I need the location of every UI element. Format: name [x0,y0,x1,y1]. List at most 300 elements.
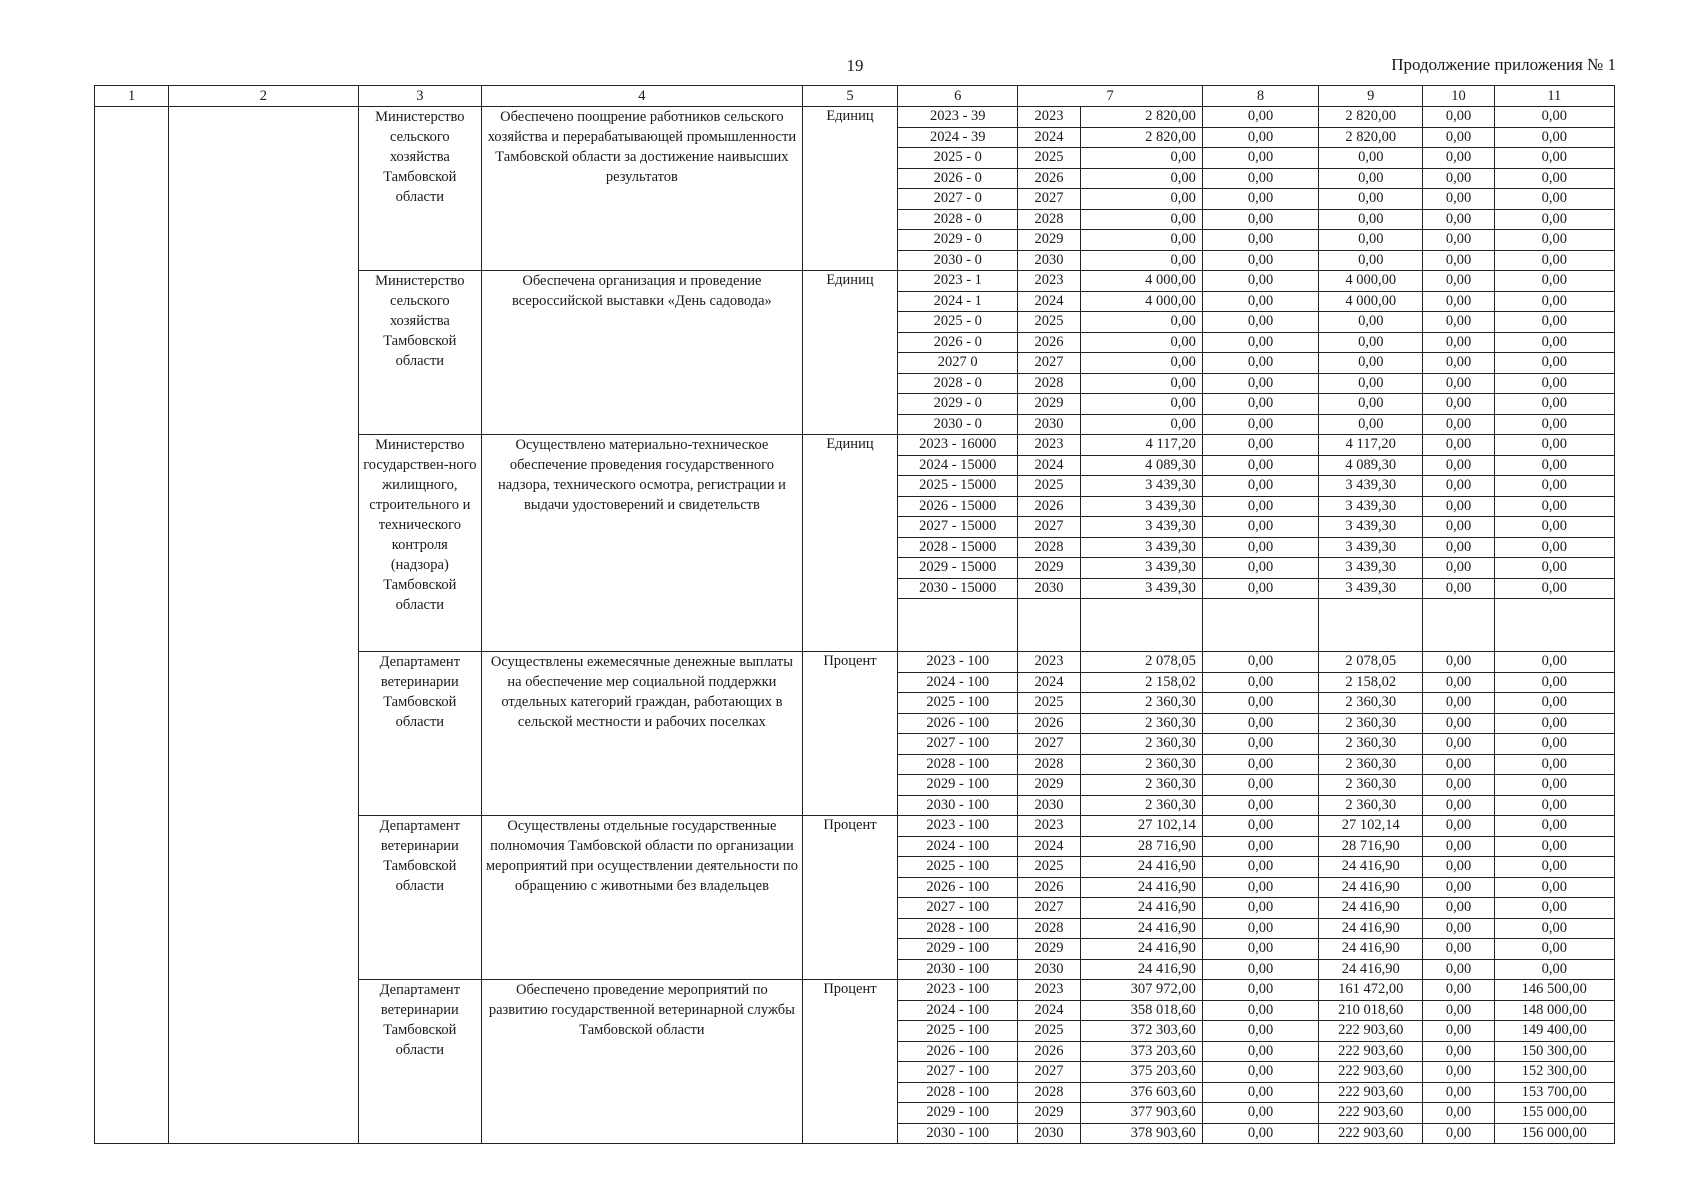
year-cell: 2023 [1018,816,1080,837]
regional-budget-cell: 0,00 [1319,189,1423,210]
federal-budget-cell: 0,00 [1202,877,1318,898]
indicator-value-cell: 2027 - 100 [898,898,1018,919]
extrabudgetary-cell: 0,00 [1494,959,1614,980]
responsible-agency-cell: Министерство сельского хозяйства Тамбовской области [358,107,481,271]
extrabudgetary-cell: 0,00 [1494,517,1614,538]
regional-budget-cell: 2 360,30 [1319,734,1423,755]
indicator-value-cell: 2028 - 100 [898,754,1018,775]
total-amount-cell: 3 439,30 [1080,496,1202,517]
regional-budget-cell: 0,00 [1319,394,1423,415]
local-budget-cell: 0,00 [1423,353,1494,374]
federal-budget-cell: 0,00 [1202,1062,1318,1083]
column-header: 5 [802,86,897,107]
regional-budget-cell: 3 439,30 [1319,537,1423,558]
year-cell: 2026 [1018,1041,1080,1062]
year-cell: 2027 [1018,898,1080,919]
regional-budget-cell: 3 439,30 [1319,517,1423,538]
year-cell: 2030 [1018,959,1080,980]
extrabudgetary-cell: 146 500,00 [1494,980,1614,1001]
regional-budget-cell: 222 903,60 [1319,1123,1423,1144]
federal-budget-cell: 0,00 [1202,795,1318,816]
federal-budget-cell: 0,00 [1202,980,1318,1001]
regional-budget-cell: 24 416,90 [1319,918,1423,939]
federal-budget-cell: 0,00 [1202,209,1318,230]
indicator-value-cell: 2026 - 0 [898,168,1018,189]
local-budget-cell: 0,00 [1423,414,1494,435]
extrabudgetary-cell: 155 000,00 [1494,1103,1614,1124]
extrabudgetary-cell: 0,00 [1494,291,1614,312]
federal-budget-cell: 0,00 [1202,959,1318,980]
federal-budget-cell: 0,00 [1202,857,1318,878]
responsible-agency-cell: Департамент ветеринарии Тамбовской области [358,980,481,1144]
extrabudgetary-cell: 0,00 [1494,168,1614,189]
column-header: 7 [1018,86,1202,107]
local-budget-cell: 0,00 [1423,1062,1494,1083]
federal-budget-cell: 0,00 [1202,168,1318,189]
federal-budget-cell: 0,00 [1202,558,1318,579]
appendix-continuation-label: Продолжение приложения № 1 [1391,55,1616,74]
total-amount-cell: 376 603,60 [1080,1082,1202,1103]
indicator-value-cell: 2024 - 39 [898,127,1018,148]
indicator-value-cell: 2023 - 100 [898,816,1018,837]
result-description-cell: Обеспечено поощрение работников сельского хозяйства и перерабатывающей промышленности Тамбовской области за достижение наивысших результатов [481,107,802,271]
indicator-value-cell: 2025 - 100 [898,1021,1018,1042]
responsible-agency-cell: Министерство государствен-ного жилищного, строительного и технического контроля (надзора) Тамбовской области [358,435,481,652]
local-budget-cell: 0,00 [1423,672,1494,693]
federal-budget-cell: 0,00 [1202,672,1318,693]
local-budget-cell: 0,00 [1423,1082,1494,1103]
regional-budget-cell: 0,00 [1319,332,1423,353]
indicator-value-cell: 2028 - 15000 [898,537,1018,558]
regional-budget-cell: 3 439,30 [1319,496,1423,517]
extrabudgetary-cell: 0,00 [1494,713,1614,734]
indicator-value-cell: 2028 - 100 [898,918,1018,939]
total-amount-cell: 24 416,90 [1080,877,1202,898]
local-budget-cell: 0,00 [1423,959,1494,980]
regional-budget-cell: 2 158,02 [1319,672,1423,693]
year-cell: 2024 [1018,127,1080,148]
table-row [95,107,1615,128]
indicator-value-cell: 2030 - 15000 [898,578,1018,599]
regional-budget-cell: 24 416,90 [1319,898,1423,919]
federal-budget-cell: 0,00 [1202,332,1318,353]
local-budget-cell: 0,00 [1423,775,1494,796]
regional-budget-cell: 222 903,60 [1319,1062,1423,1083]
federal-budget-cell: 0,00 [1202,713,1318,734]
total-amount-cell: 24 416,90 [1080,898,1202,919]
indicator-value-cell: 2028 - 0 [898,373,1018,394]
regional-budget-cell: 2 078,05 [1319,652,1423,673]
extrabudgetary-cell: 0,00 [1494,537,1614,558]
column-header: 10 [1423,86,1494,107]
total-amount-cell: 0,00 [1080,148,1202,169]
total-amount-cell: 2 360,30 [1080,693,1202,714]
extrabudgetary-cell: 0,00 [1494,189,1614,210]
extrabudgetary-cell: 0,00 [1494,578,1614,599]
extrabudgetary-cell: 0,00 [1494,734,1614,755]
extrabudgetary-cell: 0,00 [1494,857,1614,878]
total-amount-cell: 0,00 [1080,230,1202,251]
federal-budget-cell: 0,00 [1202,127,1318,148]
regional-budget-cell: 0,00 [1319,250,1423,271]
local-budget-cell: 0,00 [1423,373,1494,394]
column-header: 3 [358,86,481,107]
total-amount-cell: 2 078,05 [1080,652,1202,673]
regional-budget-cell: 24 416,90 [1319,959,1423,980]
extrabudgetary-cell: 0,00 [1494,795,1614,816]
local-budget-cell: 0,00 [1423,578,1494,599]
indicator-value-cell: 2027 - 100 [898,734,1018,755]
empty-cell [1319,599,1423,652]
local-budget-cell: 0,00 [1423,517,1494,538]
indicator-value-cell: 2025 - 100 [898,857,1018,878]
extrabudgetary-cell: 0,00 [1494,127,1614,148]
extrabudgetary-cell: 0,00 [1494,558,1614,579]
federal-budget-cell: 0,00 [1202,271,1318,292]
empty-cell [1494,599,1614,652]
year-cell: 2023 [1018,107,1080,128]
empty-cell [898,599,1018,652]
column-header: 6 [898,86,1018,107]
page-number: 19 [846,56,864,75]
year-cell: 2026 [1018,877,1080,898]
total-amount-cell: 2 360,30 [1080,713,1202,734]
result-description-cell: Обеспечено проведение мероприятий по развитию государственной ветеринарной службы Тамбовской области [481,980,802,1144]
year-cell: 2025 [1018,312,1080,333]
indicator-value-cell: 2030 - 0 [898,414,1018,435]
indicator-value-cell: 2029 - 15000 [898,558,1018,579]
year-cell: 2029 [1018,394,1080,415]
local-budget-cell: 0,00 [1423,1103,1494,1124]
indicator-value-cell: 2029 - 100 [898,939,1018,960]
unit-cell: Единиц [802,271,897,435]
extrabudgetary-cell: 149 400,00 [1494,1021,1614,1042]
indicator-value-cell: 2025 - 0 [898,312,1018,333]
regional-budget-cell: 4 117,20 [1319,435,1423,456]
year-cell: 2026 [1018,496,1080,517]
extrabudgetary-cell: 0,00 [1494,754,1614,775]
indicator-value-cell: 2029 - 0 [898,394,1018,415]
extrabudgetary-cell: 0,00 [1494,373,1614,394]
indicator-value-cell: 2024 - 100 [898,672,1018,693]
regional-budget-cell: 161 472,00 [1319,980,1423,1001]
federal-budget-cell: 0,00 [1202,578,1318,599]
total-amount-cell: 372 303,60 [1080,1021,1202,1042]
federal-budget-cell: 0,00 [1202,1041,1318,1062]
indicator-value-cell: 2030 - 100 [898,959,1018,980]
extrabudgetary-cell: 0,00 [1494,107,1614,128]
total-amount-cell: 24 416,90 [1080,939,1202,960]
local-budget-cell: 0,00 [1423,558,1494,579]
federal-budget-cell: 0,00 [1202,394,1318,415]
year-cell: 2028 [1018,209,1080,230]
year-cell: 2027 [1018,1062,1080,1083]
year-cell: 2024 [1018,672,1080,693]
regional-budget-cell: 210 018,60 [1319,1000,1423,1021]
federal-budget-cell: 0,00 [1202,836,1318,857]
year-cell: 2030 [1018,578,1080,599]
extrabudgetary-cell: 0,00 [1494,209,1614,230]
federal-budget-cell: 0,00 [1202,939,1318,960]
extrabudgetary-cell: 0,00 [1494,476,1614,497]
local-budget-cell: 0,00 [1423,898,1494,919]
indicator-value-cell: 2026 - 100 [898,877,1018,898]
total-amount-cell: 3 439,30 [1080,517,1202,538]
federal-budget-cell: 0,00 [1202,291,1318,312]
total-amount-cell: 0,00 [1080,373,1202,394]
federal-budget-cell: 0,00 [1202,1123,1318,1144]
federal-budget-cell: 0,00 [1202,107,1318,128]
result-description-cell: Осуществлены отдельные государственные полномочия Тамбовской области по организации мероприятий при осуществлении деятельности по обращению с животными без владельцев [481,816,802,980]
extrabudgetary-cell: 0,00 [1494,496,1614,517]
result-description-cell: Обеспечена организация и проведение всероссийской выставки «День садовода» [481,271,802,435]
year-cell: 2024 [1018,291,1080,312]
total-amount-cell: 0,00 [1080,394,1202,415]
year-cell: 2029 [1018,1103,1080,1124]
local-budget-cell: 0,00 [1423,877,1494,898]
responsible-agency-cell: Департамент ветеринарии Тамбовской области [358,652,481,816]
extrabudgetary-cell: 153 700,00 [1494,1082,1614,1103]
federal-budget-cell: 0,00 [1202,312,1318,333]
column-header: 11 [1494,86,1614,107]
local-budget-cell: 0,00 [1423,754,1494,775]
extrabudgetary-cell: 0,00 [1494,918,1614,939]
indicator-value-cell: 2024 - 100 [898,1000,1018,1021]
regional-budget-cell: 0,00 [1319,414,1423,435]
total-amount-cell: 2 360,30 [1080,795,1202,816]
federal-budget-cell: 0,00 [1202,1082,1318,1103]
federal-budget-cell: 0,00 [1202,517,1318,538]
local-budget-cell: 0,00 [1423,291,1494,312]
total-amount-cell: 0,00 [1080,312,1202,333]
total-amount-cell: 0,00 [1080,332,1202,353]
total-amount-cell: 2 360,30 [1080,754,1202,775]
regional-budget-cell: 222 903,60 [1319,1082,1423,1103]
extrabudgetary-cell: 150 300,00 [1494,1041,1614,1062]
total-amount-cell: 3 439,30 [1080,537,1202,558]
federal-budget-cell: 0,00 [1202,1103,1318,1124]
indicator-value-cell: 2029 - 0 [898,230,1018,251]
total-amount-cell: 375 203,60 [1080,1062,1202,1083]
column-number-header-row [95,86,1615,107]
federal-budget-cell: 0,00 [1202,414,1318,435]
federal-budget-cell: 0,00 [1202,918,1318,939]
total-amount-cell: 4 117,20 [1080,435,1202,456]
regional-budget-cell: 24 416,90 [1319,877,1423,898]
regional-budget-cell: 222 903,60 [1319,1103,1423,1124]
total-amount-cell: 4 000,00 [1080,291,1202,312]
year-cell: 2026 [1018,332,1080,353]
total-amount-cell: 0,00 [1080,209,1202,230]
local-budget-cell: 0,00 [1423,1041,1494,1062]
indicator-value-cell: 2023 - 100 [898,980,1018,1001]
federal-budget-cell: 0,00 [1202,898,1318,919]
regional-budget-cell: 2 820,00 [1319,127,1423,148]
col2-empty-cell [169,107,358,1144]
total-amount-cell: 0,00 [1080,353,1202,374]
local-budget-cell: 0,00 [1423,652,1494,673]
total-amount-cell: 24 416,90 [1080,959,1202,980]
local-budget-cell: 0,00 [1423,537,1494,558]
year-cell: 2029 [1018,230,1080,251]
total-amount-cell: 3 439,30 [1080,578,1202,599]
unit-cell: Единиц [802,435,897,652]
total-amount-cell: 27 102,14 [1080,816,1202,837]
regional-budget-cell: 3 439,30 [1319,578,1423,599]
total-amount-cell: 24 416,90 [1080,857,1202,878]
federal-budget-cell: 0,00 [1202,652,1318,673]
local-budget-cell: 0,00 [1423,127,1494,148]
local-budget-cell: 0,00 [1423,394,1494,415]
column-header: 2 [169,86,358,107]
year-cell: 2030 [1018,250,1080,271]
regional-budget-cell: 28 716,90 [1319,836,1423,857]
federal-budget-cell: 0,00 [1202,775,1318,796]
local-budget-cell: 0,00 [1423,1000,1494,1021]
extrabudgetary-cell: 0,00 [1494,939,1614,960]
extrabudgetary-cell: 0,00 [1494,414,1614,435]
federal-budget-cell: 0,00 [1202,1021,1318,1042]
federal-budget-cell: 0,00 [1202,754,1318,775]
total-amount-cell: 0,00 [1080,168,1202,189]
extrabudgetary-cell: 0,00 [1494,271,1614,292]
unit-cell: Процент [802,980,897,1144]
regional-budget-cell: 3 439,30 [1319,558,1423,579]
regional-budget-cell: 24 416,90 [1319,939,1423,960]
total-amount-cell: 2 820,00 [1080,107,1202,128]
extrabudgetary-cell: 0,00 [1494,250,1614,271]
regional-budget-cell: 222 903,60 [1319,1021,1423,1042]
local-budget-cell: 0,00 [1423,980,1494,1001]
total-amount-cell: 24 416,90 [1080,918,1202,939]
total-amount-cell: 377 903,60 [1080,1103,1202,1124]
federal-budget-cell: 0,00 [1202,435,1318,456]
year-cell: 2024 [1018,836,1080,857]
regional-budget-cell: 2 360,30 [1319,754,1423,775]
local-budget-cell: 0,00 [1423,148,1494,169]
local-budget-cell: 0,00 [1423,939,1494,960]
extrabudgetary-cell: 0,00 [1494,816,1614,837]
indicator-value-cell: 2024 - 100 [898,836,1018,857]
federal-budget-cell: 0,00 [1202,148,1318,169]
federal-budget-cell: 0,00 [1202,537,1318,558]
federal-budget-cell: 0,00 [1202,250,1318,271]
local-budget-cell: 0,00 [1423,189,1494,210]
column-header: 1 [95,86,169,107]
year-cell: 2025 [1018,1021,1080,1042]
year-cell: 2026 [1018,713,1080,734]
extrabudgetary-cell: 148 000,00 [1494,1000,1614,1021]
local-budget-cell: 0,00 [1423,918,1494,939]
indicator-value-cell: 2028 - 100 [898,1082,1018,1103]
extrabudgetary-cell: 0,00 [1494,312,1614,333]
year-cell: 2024 [1018,1000,1080,1021]
extrabudgetary-cell: 0,00 [1494,693,1614,714]
total-amount-cell: 0,00 [1080,414,1202,435]
federal-budget-cell: 0,00 [1202,734,1318,755]
year-cell: 2023 [1018,652,1080,673]
indicator-value-cell: 2026 - 100 [898,713,1018,734]
empty-cell [1423,599,1494,652]
local-budget-cell: 0,00 [1423,795,1494,816]
year-cell: 2026 [1018,168,1080,189]
year-cell: 2029 [1018,775,1080,796]
total-amount-cell: 373 203,60 [1080,1041,1202,1062]
local-budget-cell: 0,00 [1423,230,1494,251]
local-budget-cell: 0,00 [1423,836,1494,857]
year-cell: 2027 [1018,353,1080,374]
extrabudgetary-cell: 0,00 [1494,353,1614,374]
col1-empty-cell [95,107,169,1144]
year-cell: 2023 [1018,435,1080,456]
local-budget-cell: 0,00 [1423,734,1494,755]
regional-budget-cell: 0,00 [1319,312,1423,333]
federal-budget-cell: 0,00 [1202,455,1318,476]
indicator-value-cell: 2024 - 15000 [898,455,1018,476]
total-amount-cell: 2 158,02 [1080,672,1202,693]
year-cell: 2030 [1018,1123,1080,1144]
year-cell: 2028 [1018,537,1080,558]
extrabudgetary-cell: 0,00 [1494,148,1614,169]
year-cell: 2025 [1018,857,1080,878]
year-cell: 2028 [1018,754,1080,775]
regional-budget-cell: 222 903,60 [1319,1041,1423,1062]
year-cell: 2028 [1018,1082,1080,1103]
local-budget-cell: 0,00 [1423,857,1494,878]
year-cell: 2023 [1018,980,1080,1001]
year-cell: 2027 [1018,517,1080,538]
total-amount-cell: 28 716,90 [1080,836,1202,857]
federal-budget-cell: 0,00 [1202,353,1318,374]
total-amount-cell: 2 360,30 [1080,775,1202,796]
federal-budget-cell: 0,00 [1202,1000,1318,1021]
indicator-value-cell: 2023 - 1 [898,271,1018,292]
local-budget-cell: 0,00 [1423,168,1494,189]
empty-cell [1080,599,1202,652]
total-amount-cell: 3 439,30 [1080,558,1202,579]
indicator-value-cell: 2023 - 16000 [898,435,1018,456]
year-cell: 2025 [1018,148,1080,169]
column-header: 9 [1319,86,1423,107]
indicator-value-cell: 2027 - 15000 [898,517,1018,538]
extrabudgetary-cell: 0,00 [1494,230,1614,251]
extrabudgetary-cell: 0,00 [1494,652,1614,673]
federal-budget-cell: 0,00 [1202,476,1318,497]
total-amount-cell: 307 972,00 [1080,980,1202,1001]
regional-budget-cell: 2 360,30 [1319,713,1423,734]
year-cell: 2023 [1018,271,1080,292]
extrabudgetary-cell: 0,00 [1494,332,1614,353]
indicator-value-cell: 2029 - 100 [898,1103,1018,1124]
regional-budget-cell: 0,00 [1319,168,1423,189]
local-budget-cell: 0,00 [1423,713,1494,734]
column-header: 4 [481,86,802,107]
regional-budget-cell: 0,00 [1319,209,1423,230]
federal-budget-cell: 0,00 [1202,496,1318,517]
year-cell: 2027 [1018,734,1080,755]
year-cell: 2025 [1018,476,1080,497]
year-cell: 2029 [1018,558,1080,579]
total-amount-cell: 0,00 [1080,250,1202,271]
extrabudgetary-cell: 0,00 [1494,672,1614,693]
local-budget-cell: 0,00 [1423,250,1494,271]
local-budget-cell: 0,00 [1423,332,1494,353]
regional-budget-cell: 4 000,00 [1319,271,1423,292]
local-budget-cell: 0,00 [1423,312,1494,333]
regional-budget-cell: 2 820,00 [1319,107,1423,128]
result-description-cell: Осуществлено материально-техническое обеспечение проведения государственного надзора, технического осмотра, регистрации и выдачи удостоверений и свидетельств [481,435,802,652]
indicator-value-cell: 2026 - 100 [898,1041,1018,1062]
